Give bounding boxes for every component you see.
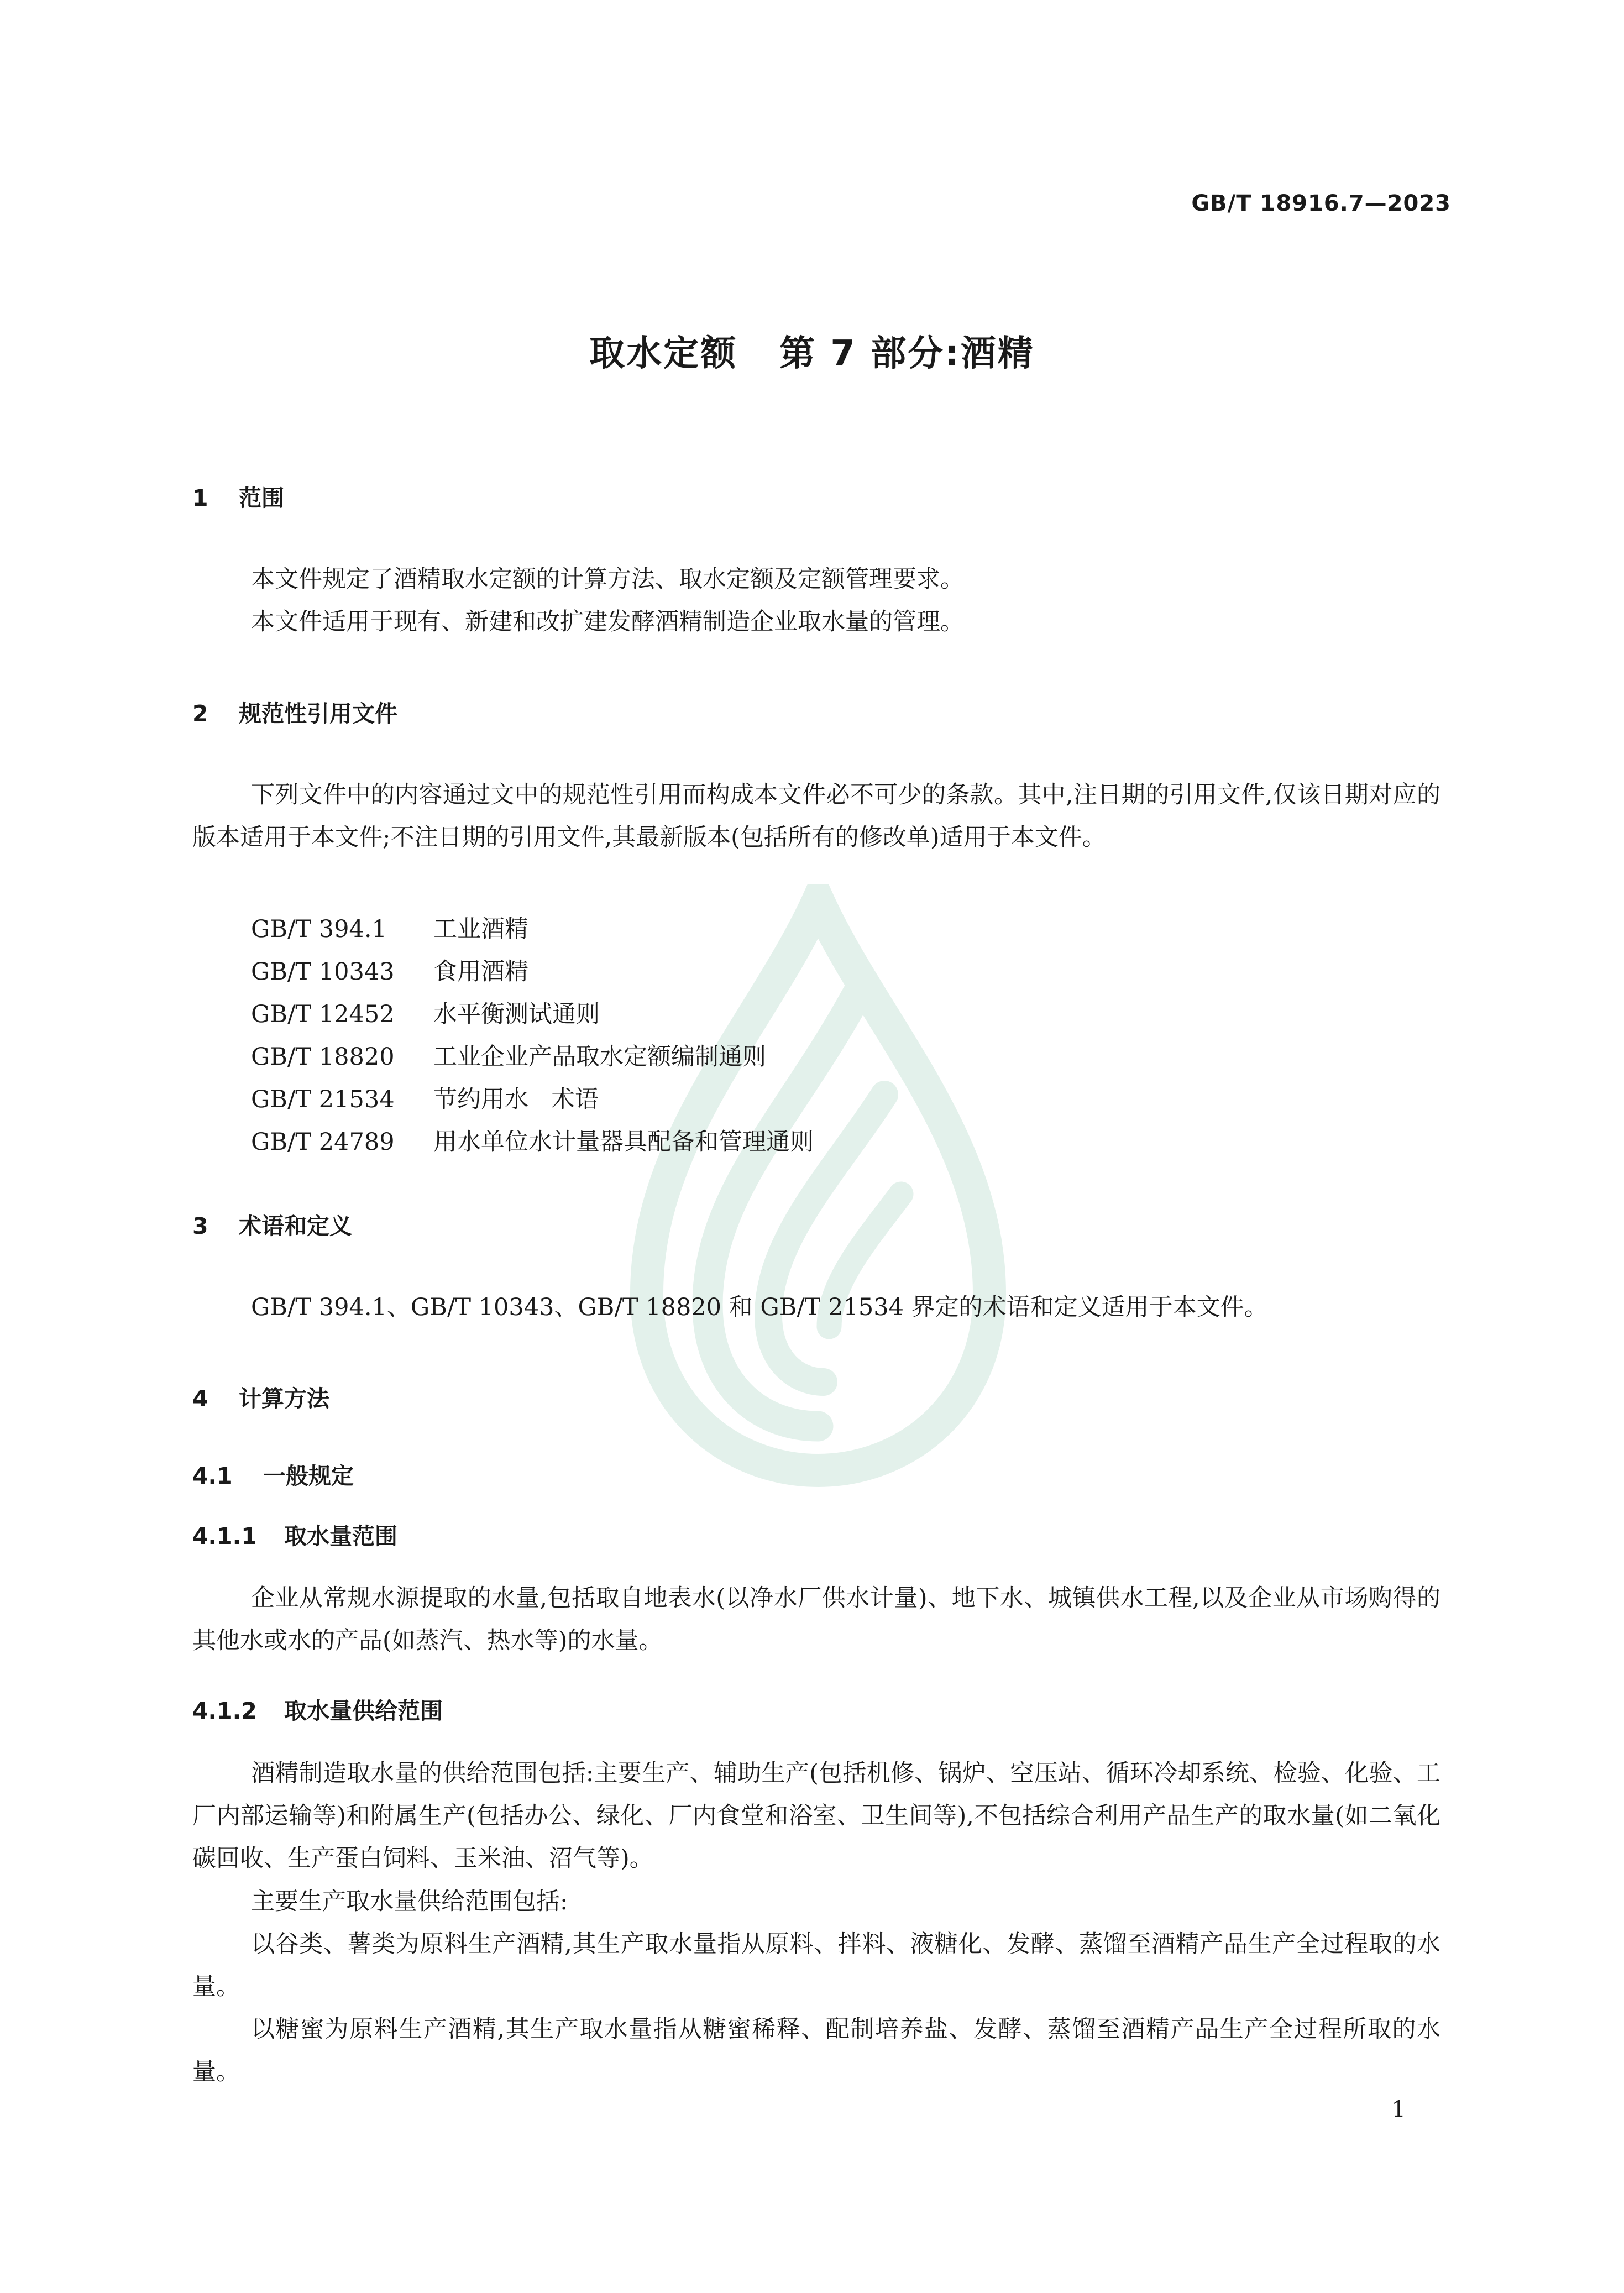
reference-item	[251, 1123, 814, 1157]
section-number: 4.1	[192, 1463, 233, 1489]
section-number: 4	[192, 1385, 208, 1412]
paragraph: 本文件规定了酒精取水定额的计算方法、取水定额及定额管理要求。	[251, 566, 964, 593]
section-number: 4.1.1	[192, 1523, 257, 1549]
section-1-heading	[192, 480, 284, 512]
reference-item	[251, 1081, 599, 1114]
section-title: 取水量供给范围	[284, 1698, 443, 1724]
paragraph: 以糖蜜为原料生产酒精,其生产取水量指从糖蜜稀释、配制培养盐、发酵、蒸馏至酒精产品生产全过程所取的水量。	[192, 2015, 1440, 2086]
reference-item	[251, 910, 528, 944]
reference-title: 用水单位水计量器具配备和管理通则	[433, 1128, 814, 1156]
section-4-1-1-heading	[192, 1518, 397, 1551]
section-number: 1	[192, 485, 208, 511]
reference-code: GB/T 24789	[251, 1128, 395, 1156]
section-title: 规范性引用文件	[239, 700, 397, 727]
section-4-heading	[192, 1380, 329, 1413]
paragraph: 本文件适用于现有、新建和改扩建发酵酒精制造企业取水量的管理。	[251, 608, 964, 636]
section-number: 4.1.2	[192, 1698, 257, 1724]
reference-title: 食用酒精	[433, 958, 528, 986]
paragraph: 下列文件中的内容通过文中的规范性引用而构成本文件必不可少的条款。其中,注日期的引用文件,仅该日期对应的版本适用于本文件;不注日期的引用文件,其最新版本(包括所有的修改单)适用于本文件。	[192, 781, 1440, 851]
section-number: 2	[192, 700, 208, 727]
reference-code: GB/T 18820	[251, 1043, 395, 1071]
paragraph: GB/T 394.1、GB/T 10343、GB/T 18820 和 GB/T 21534 界定的术语和定义适用于本文件。	[251, 1294, 1268, 1321]
section-number: 3	[192, 1213, 208, 1239]
section-title: 计算方法	[239, 1385, 329, 1412]
paragraph: 企业从常规水源提取的水量,包括取自地表水(以净水厂供水计量)、地下水、城镇供水工程,以及企业从市场购得的其他水或水的产品(如蒸汽、热水等)的水量。	[192, 1584, 1440, 1655]
section-3-heading	[192, 1208, 352, 1240]
document-title: 取水定额 第 7 部分:酒精	[589, 333, 1035, 374]
page-number: 1	[1391, 2097, 1406, 2122]
section-title: 取水量范围	[284, 1523, 397, 1549]
section-title: 范围	[239, 485, 284, 511]
standard-code: GB/T 18916.7—2023	[1191, 191, 1451, 216]
reference-title: 节约用水 术语	[433, 1086, 599, 1113]
section-title: 术语和定义	[239, 1213, 352, 1239]
reference-code: GB/T 394.1	[251, 915, 387, 943]
reference-item	[251, 1038, 766, 1072]
reference-title: 工业酒精	[433, 915, 528, 943]
section-4-1-heading	[192, 1458, 354, 1490]
section-title: 一般规定	[263, 1463, 354, 1489]
reference-item	[251, 996, 600, 1029]
reference-title: 水平衡测试通则	[433, 1001, 600, 1028]
reference-item	[251, 953, 528, 987]
section-4-1-2-heading	[192, 1693, 443, 1725]
section-2-heading	[192, 695, 397, 728]
reference-title: 工业企业产品取水定额编制通则	[433, 1043, 766, 1071]
watermark-logo	[625, 884, 1012, 1487]
paragraph: 酒精制造取水量的供给范围包括:主要生产、辅助生产(包括机修、锅炉、空压站、循环冷却系统、检验、化验、工厂内部运输等)和附属生产(包括办公、绿化、厂内食堂和浴室、卫生间等),不包括综合利用产品生产的取水量(如二氧化碳回收、生产蛋白饲料、玉米油、沼气等)。	[192, 1760, 1440, 1872]
paragraph: 以谷类、薯类为原料生产酒精,其生产取水量指从原料、拌料、液糖化、发酵、蒸馏至酒精产品生产全过程取的水量。	[192, 1930, 1440, 2001]
paragraph: 主要生产取水量供给范围包括:	[251, 1888, 568, 1915]
reference-code: GB/T 12452	[251, 1001, 395, 1028]
reference-code: GB/T 10343	[251, 958, 395, 986]
reference-code: GB/T 21534	[251, 1086, 395, 1113]
